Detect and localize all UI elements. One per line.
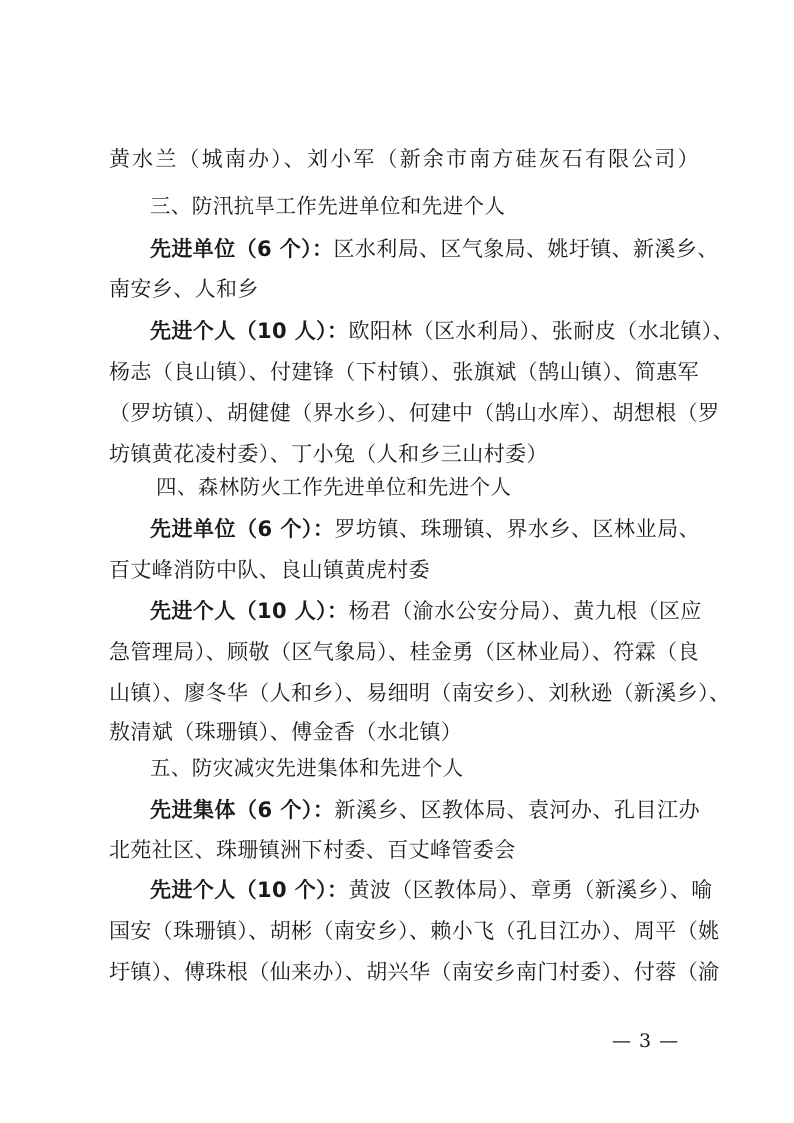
advanced-individuals-line xyxy=(150,311,735,351)
section-heading-5: 五、防灾减灾先进集体和先进个人 xyxy=(150,756,464,780)
advanced-collectives-line xyxy=(150,790,700,830)
text-line: 国安（珠珊镇）、胡彬（南安乡）、赖小飞（孔目江办）、周平（姚 xyxy=(109,919,720,943)
advanced-individuals-label: 先进个人（10 人）： xyxy=(150,319,349,343)
text-line: （罗坊镇）、胡健健（界水乡）、何建中（鹄山水库）、胡想根（罗 xyxy=(109,401,720,425)
advanced-units-label: 先进单位（6 个）： xyxy=(150,237,334,261)
text-line: 杨志（良山镇）、付建锋（下村镇）、张旗斌（鹄山镇）、简惠军 xyxy=(109,360,699,384)
text-line: 山镇）、廖冬华（人和乡）、易细明（南安乡）、刘秋逊（新溪乡）、 xyxy=(109,681,731,705)
advanced-units-label: 先进单位（6 个）： xyxy=(150,517,335,541)
text-line: 急管理局）、顾敬（区气象局）、桂金勇（区林业局）、符霖（良 xyxy=(109,640,699,664)
advanced-collectives-text: 新溪乡、区教体局、袁河办、孔目江办 xyxy=(334,798,700,822)
text-line: 南安乡、人和乡 xyxy=(109,277,259,301)
advanced-individuals-label: 先进个人（10 个）： xyxy=(150,878,349,902)
advanced-individuals-label: 先进个人（10 人）： xyxy=(150,599,349,623)
advanced-individuals-text: 杨君（渝水公安分局）、黄九根（区应 xyxy=(348,599,702,623)
advanced-units-text: 罗坊镇、珠珊镇、界水乡、区林业局、 xyxy=(334,517,700,541)
advanced-units-text: 区水利局、区气象局、姚圩镇、新溪乡、 xyxy=(333,237,719,261)
text-line: 北苑社区、珠珊镇洲下村委、百丈峰管委会 xyxy=(109,838,516,862)
text-line: 坊镇黄花凌村委）、丁小兔（人和乡三山村委） xyxy=(109,442,548,466)
advanced-units-line xyxy=(150,229,719,269)
advanced-collectives-label: 先进集体（6 个）： xyxy=(150,798,335,822)
section-heading-3: 三、防汛抗旱工作先进单位和先进个人 xyxy=(150,194,506,218)
advanced-individuals-text: 欧阳林（区水利局）、张耐皮（水北镇）、 xyxy=(348,319,735,343)
page-number: — 3 — xyxy=(612,1030,680,1052)
text-line: 黄水兰（城南办）、刘小军（新余市南方硅灰石有限公司） xyxy=(109,147,699,171)
advanced-individuals-line xyxy=(150,591,700,631)
text-line: 百丈峰消防中队、良山镇黄虎村委 xyxy=(109,558,430,582)
advanced-units-line xyxy=(150,509,700,549)
advanced-individuals-line xyxy=(150,870,713,910)
text-line: 圩镇）、傅珠根（仙来办）、胡兴华（南安乡南门村委）、付蓉（渝 xyxy=(109,960,720,984)
section-heading-4: 四、森林防火工作先进单位和先进个人 xyxy=(156,475,512,499)
text-line: 敖清斌（珠珊镇）、傅金香（水北镇） xyxy=(109,720,463,744)
advanced-individuals-text: 黄波（区教体局）、章勇（新溪乡）、喻 xyxy=(348,878,713,902)
